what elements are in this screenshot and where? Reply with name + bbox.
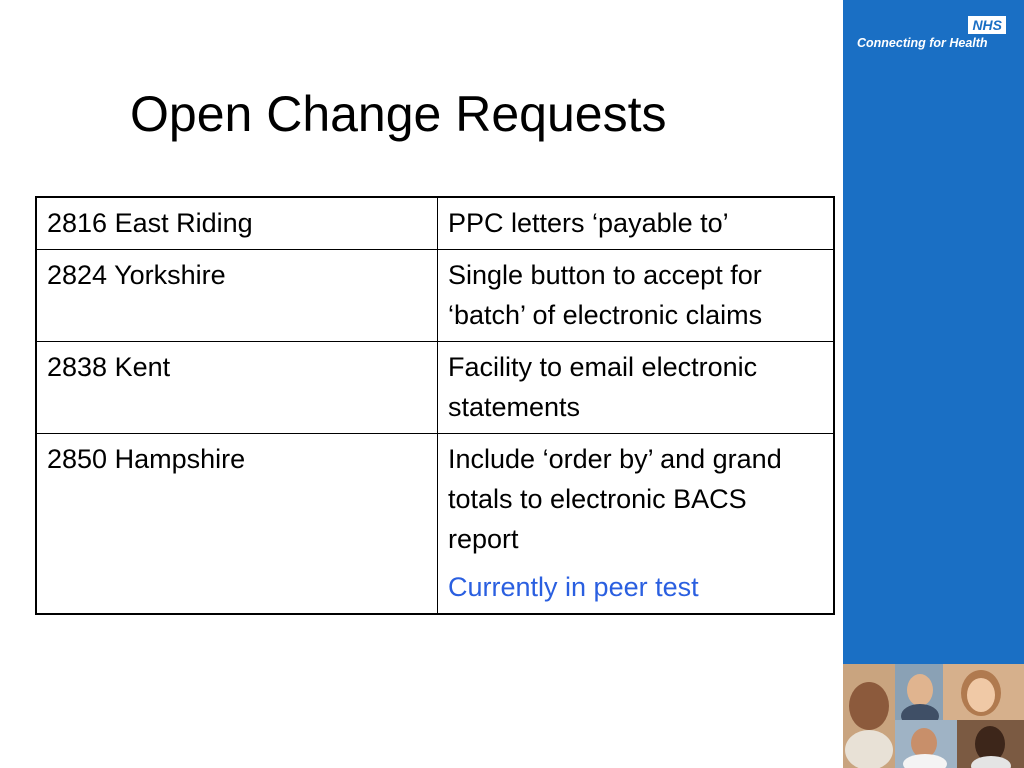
table-row	[36, 342, 834, 434]
request-id-cell: 2850 Hampshire	[36, 434, 438, 615]
staff-photo	[957, 720, 1024, 768]
branding-sidebar	[843, 0, 1024, 768]
status-note: Currently in peer test	[448, 572, 699, 602]
staff-photo	[843, 664, 895, 768]
request-description-cell: Facility to email electronic statements	[438, 342, 835, 434]
table-row	[36, 197, 834, 250]
request-id-cell: 2824 Yorkshire	[36, 250, 438, 342]
request-description-cell	[438, 434, 835, 615]
nhs-logo	[843, 0, 1024, 80]
request-id-cell: 2816 East Riding	[36, 197, 438, 250]
nhs-badge: NHS	[968, 16, 1006, 34]
logo-tagline: Connecting for Health	[857, 36, 988, 50]
request-description-cell: Single button to accept for ‘batch’ of electronic claims	[438, 250, 835, 342]
staff-photo	[943, 664, 1024, 720]
table-row	[36, 250, 834, 342]
staff-photo	[895, 720, 957, 768]
change-requests-table	[35, 196, 835, 615]
staff-photo-collage	[843, 664, 1024, 768]
staff-photo	[895, 664, 943, 720]
slide-title: Open Change Requests	[130, 86, 667, 142]
table-row	[36, 434, 834, 615]
request-id-cell: 2838 Kent	[36, 342, 438, 434]
request-description-cell: PPC letters ‘payable to’	[438, 197, 835, 250]
request-description-text: Include ‘order by’ and grand totals to electronic BACS report	[448, 444, 782, 554]
